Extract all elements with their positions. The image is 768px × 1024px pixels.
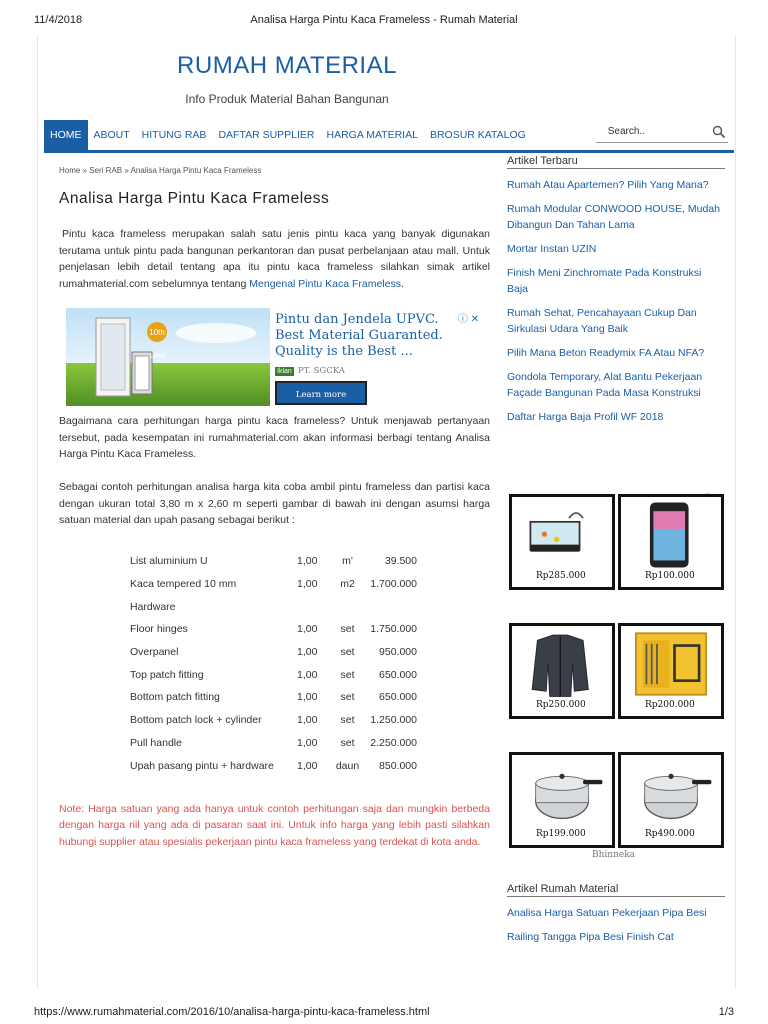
recent-article-link[interactable]: Daftar Harga Baja Profil WF 2018: [507, 411, 664, 423]
product-ad-card[interactable]: [509, 623, 615, 719]
nav-item-hitung-rab[interactable]: HITUNG RAB: [141, 129, 207, 141]
recent-articles-list: [507, 177, 725, 425]
ad-label: [275, 366, 345, 376]
price-unit-cell: set: [340, 691, 355, 704]
product-price: Rp199.000: [536, 829, 586, 839]
recent-article-link[interactable]: Finish Meni Zinchromate Pada Konstruksi Baja: [507, 267, 702, 295]
table-row: [130, 686, 417, 709]
price-price-cell: 1.750.000: [370, 623, 417, 636]
product-price: Rp250.000: [536, 700, 586, 710]
table-row: [130, 663, 417, 686]
jacket-icon: [512, 628, 612, 700]
site-tagline: Info Produk Material Bahan Bangunan: [185, 92, 389, 106]
price-name-cell: Hardware: [130, 600, 176, 613]
price-price-cell: 39.500: [384, 555, 417, 568]
price-name-cell: Overpanel: [130, 646, 179, 659]
price-price-cell: [362, 595, 417, 618]
related-articles-list: [507, 905, 725, 945]
tool-set-icon: [621, 628, 721, 700]
price-name-cell: Pull handle: [130, 736, 182, 749]
product-price: Rp100.000: [645, 571, 695, 581]
product-price: Rp490.000: [645, 829, 695, 839]
intro-text: Pintu kaca frameless merupakan salah satu jenis pintu kaca yang banyak digunakan terutama untuk pintu pada bangunan perkantoran dan pusat perbelanjaan atau mall. Untuk penjelasan lebih detail tentang apa itu pintu kaca frameless silahkan simak artikel rumahmaterial.com sebelumnya tentang: [59, 228, 490, 290]
price-name-cell: List aluminium U: [130, 555, 208, 568]
aquarium-icon: [512, 499, 612, 571]
ad-headline[interactable]: Pintu dan Jendela UPVC. Best Material Guaranted. Quality is the Best ...: [275, 312, 443, 359]
product-ad-source[interactable]: Bhinneka: [592, 850, 636, 860]
site-title[interactable]: RUMAH MATERIAL: [177, 52, 397, 79]
price-name-cell: Bottom patch lock + cylinder: [130, 714, 262, 727]
breadcrumb[interactable]: Home » Seri RAB » Analisa Harga Pintu Kaca Frameless: [59, 166, 262, 175]
recent-article-link[interactable]: Gondola Temporary, Alat Bantu Pekerjaan Façade Bangunan Pada Masa Konstruksi: [507, 371, 703, 399]
print-date: 11/4/2018: [34, 14, 83, 26]
related-article-link[interactable]: Analisa Harga Satuan Pekerjaan Pipa Besi: [507, 907, 707, 919]
table-row: [130, 641, 417, 664]
price-unit-cell: [333, 595, 362, 618]
price-price-cell: 2.250.000: [370, 736, 417, 749]
price-price-cell: 650.000: [379, 668, 417, 681]
product-price: Rp285.000: [536, 571, 586, 581]
price-qty-cell: 1,00: [297, 759, 318, 772]
price-price-cell: 850.000: [379, 759, 417, 772]
article-para-3: Sebagai contoh perhitungan analisa harga kita coba ambil pintu frameless dan partisi kaca dengan ukuran total 3,80 m x 2,60 m seperti gambar di bawah ini dengan asumsi harga satuan material dan upah pasang sebagai berikut :: [59, 481, 490, 526]
print-page-number: 1/3: [718, 1006, 734, 1018]
price-qty-cell: 1,00: [297, 691, 318, 704]
recent-article-link[interactable]: Rumah Sehat, Pencahayaan Cukup Dan Sirkulasi Udara Yang Baik: [507, 307, 697, 335]
recent-article-link[interactable]: Rumah Atau Apartemen? Pilih Yang Mana?: [507, 179, 709, 191]
price-qty-cell: 1,00: [297, 646, 318, 659]
recent-article-link[interactable]: Rumah Modular CONWOOD HOUSE, Mudah Dibangun Dan Tahan Lama: [507, 203, 720, 231]
article-main: [44, 160, 494, 848]
product-price: Rp200.000: [645, 700, 695, 710]
price-qty-cell: 1,00: [297, 555, 318, 568]
price-price-cell: 1.250.000: [370, 714, 417, 727]
price-unit-cell: set: [340, 736, 355, 749]
price-unit-cell: set: [340, 668, 355, 681]
nav-item-daftar-supplier[interactable]: DAFTAR SUPPLIER: [218, 129, 315, 141]
product-ad-card[interactable]: [509, 752, 615, 848]
table-row: [130, 618, 417, 641]
price-name-cell: Top patch fitting: [130, 668, 204, 681]
table-row: [130, 754, 417, 777]
ad-banner[interactable]: [66, 308, 481, 406]
price-qty-cell: 1,00: [297, 623, 318, 636]
price-qty-cell: 1,00: [297, 578, 318, 591]
print-url: https://www.rumahmaterial.com/2016/10/analisa-harga-pintu-kaca-frameless.html: [34, 1006, 430, 1018]
intro-end: .: [401, 277, 404, 290]
ad-image-brand: uPVC: [150, 353, 168, 360]
table-row: [130, 732, 417, 755]
nav-items: [44, 120, 532, 150]
price-note: Note: Harga satuan yang ada hanya untuk contoh perhitungan saja dan mungkin berbeda dengan harga riil yang ada di pasaran saat ini. Untuk info harga yang lebih pasti silahkan hubungi supplier atau spesialis pekerjaan pintu kaca frameless yang terdekat di kota anda.: [59, 802, 490, 848]
upvc-window-ad-image[interactable]: [66, 308, 270, 406]
price-unit-cell: m2: [340, 578, 355, 591]
pressure-cooker-icon: [512, 757, 612, 829]
price-unit-cell: daun: [335, 759, 360, 772]
table-row: [130, 709, 417, 732]
table-row: [130, 550, 417, 573]
table-row: [130, 595, 417, 618]
recent-articles-title: Artikel Terbaru: [507, 155, 725, 169]
nav-item-about[interactable]: ABOUT: [93, 129, 130, 141]
related-articles-title: Artikel Rumah Material: [507, 883, 725, 897]
price-name-cell: Floor hinges: [130, 623, 188, 636]
search-icon[interactable]: [712, 125, 726, 139]
price-price-cell: 950.000: [379, 646, 417, 659]
ad-badge: Iklan: [277, 368, 292, 375]
sidebar-related: [507, 883, 725, 945]
nav-item-harga-material[interactable]: HARGA MATERIAL: [326, 129, 418, 141]
price-name-cell: Kaca tempered 10 mm: [130, 578, 237, 591]
nav-item-home[interactable]: HOME: [44, 120, 88, 150]
related-article-link[interactable]: Railing Tangga Pipa Besi Finish Cat: [507, 931, 674, 943]
table-row: [130, 573, 417, 596]
price-unit-cell: set: [340, 714, 355, 727]
pressure-cooker-icon: [621, 757, 721, 829]
article-para-2: Bagaimana cara perhitungan harga pintu kaca frameless? Untuk menjawab pertanyaan tersebut, pada kesempatan ini rumahmaterial.com akan informasi berbagi tentang Analisa Harga Pintu Kaca Frameless.: [59, 415, 490, 460]
price-name-cell: Upah pasang pintu + hardware: [130, 759, 274, 772]
price-qty-cell: [297, 595, 333, 618]
product-ad-card[interactable]: [618, 494, 724, 590]
adchoices-icon[interactable]: ⓘ ✕: [457, 314, 479, 325]
price-unit-cell: set: [340, 623, 355, 636]
article-intro: [59, 226, 490, 292]
product-ad-card[interactable]: [509, 494, 615, 590]
price-qty-cell: 1,00: [297, 736, 318, 749]
recent-article-link[interactable]: Mortar Instan UZIN: [507, 243, 597, 255]
search-placeholder: Search..: [607, 126, 645, 137]
ad-image-badge: 10th: [149, 328, 165, 337]
print-title: Analisa Harga Pintu Kaca Frameless - Rumah Material: [250, 14, 518, 26]
sidebar-recent: [507, 155, 725, 425]
ad-learn-more-button[interactable]: Learn more: [275, 381, 367, 405]
price-price-cell: 650.000: [379, 691, 417, 704]
price-name-cell: Bottom patch fitting: [130, 691, 220, 704]
price-qty-cell: 1,00: [297, 714, 318, 727]
price-table: [130, 550, 417, 777]
price-unit-cell: set: [340, 646, 355, 659]
recent-article-link[interactable]: Pilih Mana Beton Readymix FA Atau NFA?: [507, 347, 705, 359]
intro-link[interactable]: Mengenal Pintu Kaca Frameless: [249, 277, 402, 290]
ad-advertiser[interactable]: PT. SGCKA: [298, 366, 345, 376]
article-title: Analisa Harga Pintu Kaca Frameless: [59, 190, 330, 207]
price-qty-cell: 1,00: [297, 668, 318, 681]
price-unit-cell: m': [342, 555, 353, 568]
price-price-cell: 1.700.000: [370, 578, 417, 591]
product-ad-card[interactable]: [618, 752, 724, 848]
product-ad-card[interactable]: [618, 623, 724, 719]
nav-item-brosur-katalog[interactable]: BROSUR KATALOG: [429, 129, 526, 141]
phone-case-icon: [621, 499, 721, 571]
